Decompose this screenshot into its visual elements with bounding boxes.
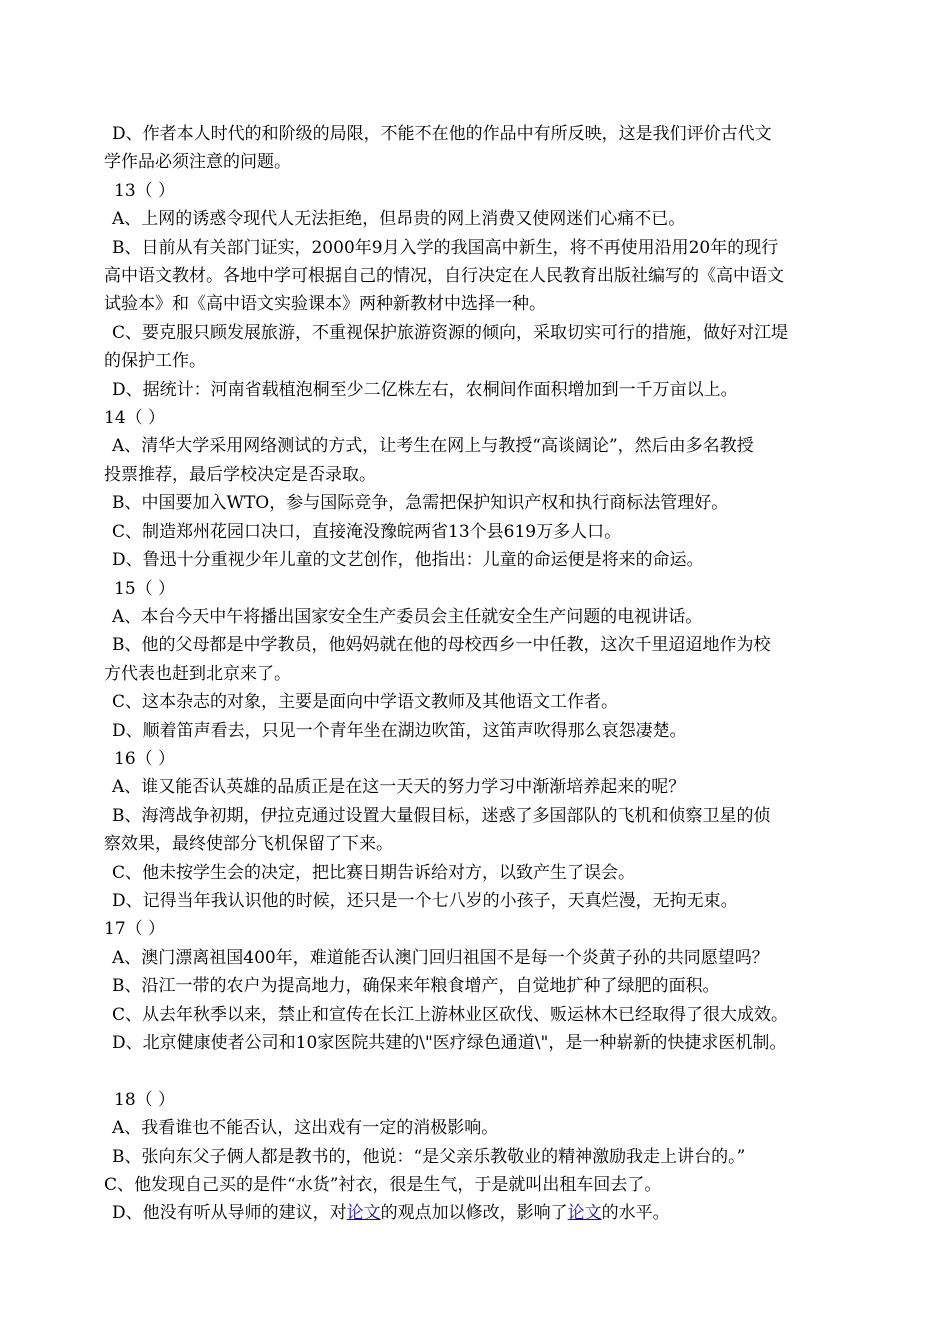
q18-option-d xyxy=(104,1199,852,1227)
q14-option-a-line-1: A、清华大学采用网络测试的方式，让考生在网上与教授“高谈阔论”，然后由多名教授 xyxy=(112,436,754,457)
q17-option-b: B、沿江一带的农户为提高地力，确保来年粮食增产，自觉地扩种了绿肥的面积。 xyxy=(112,976,720,997)
question-number-15: 15（ ） xyxy=(114,578,176,599)
question-number-13: 13（ ） xyxy=(114,180,176,201)
q14-option-b: B、中国要加入WTO，参与国际竞争，急需把保护知识产权和执行商标法管理好。 xyxy=(112,493,729,514)
q18-option-a: A、我看谁也不能否认，这出戏有一定的消极影响。 xyxy=(112,1118,499,1139)
q14-option-c: C、制造郑州花园口决口，直接淹没豫皖两省13个县619万多人口。 xyxy=(112,521,622,542)
q16-option-c: C、他未按学生会的决定，把比赛日期告诉给对方，以致产生了误会。 xyxy=(112,862,636,883)
question-number-17: 17（ ） xyxy=(104,919,166,940)
q18-option-c: C、他发现自己买的是件“水货”衬衣，很是生气，于是就叫出租车回去了。 xyxy=(104,1175,662,1196)
blank-line xyxy=(104,1057,852,1085)
q13-option-d: D、据统计：河南省载植泡桐至少二亿株左右，农桐间作面积增加到一千万亩以上。 xyxy=(112,379,738,400)
question-number-14: 14（ ） xyxy=(104,408,166,429)
q13-option-b-line-2: 高中语文教材。各地中学可根据自己的情况，自行决定在人民教育出版社编写的《高中语文 xyxy=(104,266,784,287)
q16-option-a: A、谁又能否认英雄的品质正是在这一天天的努力学习中渐渐培养起来的呢？ xyxy=(112,777,686,798)
q15-option-b-line-1: B、他的父母都是中学教员，他妈妈就在他的母校西乡一中任教，这次千里迢迢地作为校 xyxy=(112,635,771,656)
option-d-line-1: D、作者本人时代的和阶级的局限，不能不在他的作品中有所反映，这是我们评价古代文 xyxy=(112,124,772,144)
q13-option-a: A、上网的诱惑令现代人无法拒绝，但昂贵的网上消费又使网迷们心痛不已。 xyxy=(112,209,686,230)
q18-option-b: B、张向东父子俩人都是教书的，他说：“是父亲乐教敬业的精神激励我走上讲台的。” xyxy=(112,1146,746,1167)
question-number-16: 16（ ） xyxy=(114,748,176,769)
q15-option-b-line-2: 方代表也赶到北京来了。 xyxy=(104,663,291,684)
q17-option-a: A、澳门漂离祖国400年，难道能否认澳门回归祖国不是每一个炎黄子孙的共同愿望吗？ xyxy=(112,947,769,968)
q18-option-d-text-3: 的水平。 xyxy=(601,1203,670,1224)
q18-option-d-text-1: D、他没有听从导师的建议，对 xyxy=(112,1203,347,1224)
q16-option-d: D、记得当年我认识他的时候，还只是一个七八岁的小孩子，天真烂漫，无拘无束。 xyxy=(112,890,738,911)
q13-option-b-line-3: 试验本》和《高中语文实验课本》两种新教材中选择一种。 xyxy=(104,294,546,315)
q15-option-d: D、顺着笛声看去，只见一个青年坐在湖边吹笛，这笛声吹得那么哀怨凄楚。 xyxy=(112,720,687,741)
option-d-line-2: 学作品必须注意的问题。 xyxy=(104,152,291,173)
q15-option-c: C、这本杂志的对象，主要是面向中学语文教师及其他语文工作者。 xyxy=(112,692,619,713)
q16-option-b-line-1: B、海湾战争初期，伊拉克通过设置大量假目标，迷惑了多国部队的飞机和侦察卫星的侦 xyxy=(112,805,771,826)
q16-option-b-line-2: 察效果，最终使部分飞机保留了下来。 xyxy=(104,834,393,855)
q14-option-d: D、鲁迅十分重视少年儿童的文艺创作，他指出：儿童的命运便是将来的命运。 xyxy=(112,550,704,571)
q14-option-a-line-2: 投票推荐，最后学校决定是否录取。 xyxy=(104,464,376,485)
q15-option-a: A、本台今天中午将播出国家安全生产委员会主任就安全生产问题的电视讲话。 xyxy=(112,606,703,627)
thesis-link-1[interactable]: 论文 xyxy=(346,1203,381,1224)
q17-option-d: D、北京健康使者公司和10家医院共建的\"医疗绿色通道\"，是一种崭新的快捷求医机制。 xyxy=(112,1033,787,1053)
q13-option-c-line-1: C、要克服只顾发展旅游，不重视保护旅游资源的倾向，采取切实可行的措施，做好对江堤 xyxy=(112,322,789,343)
q13-option-c-line-2: 的保护工作。 xyxy=(104,351,206,372)
q13-option-b-line-1: B、日前从有关部门证实，2000年9月入学的我国高中新生，将不再使用沿用20年的现行 xyxy=(112,237,779,258)
question-number-18: 18（ ） xyxy=(114,1089,176,1110)
q17-option-c: C、从去年秋季以来，禁止和宣传在长江上游林业区砍伐、贩运林木已经取得了很大成效。 xyxy=(112,1004,789,1025)
document-page xyxy=(104,120,852,1228)
thesis-link-2[interactable]: 论文 xyxy=(567,1203,602,1224)
q18-option-d-text-2: 的观点加以修改，影响了 xyxy=(380,1203,568,1224)
